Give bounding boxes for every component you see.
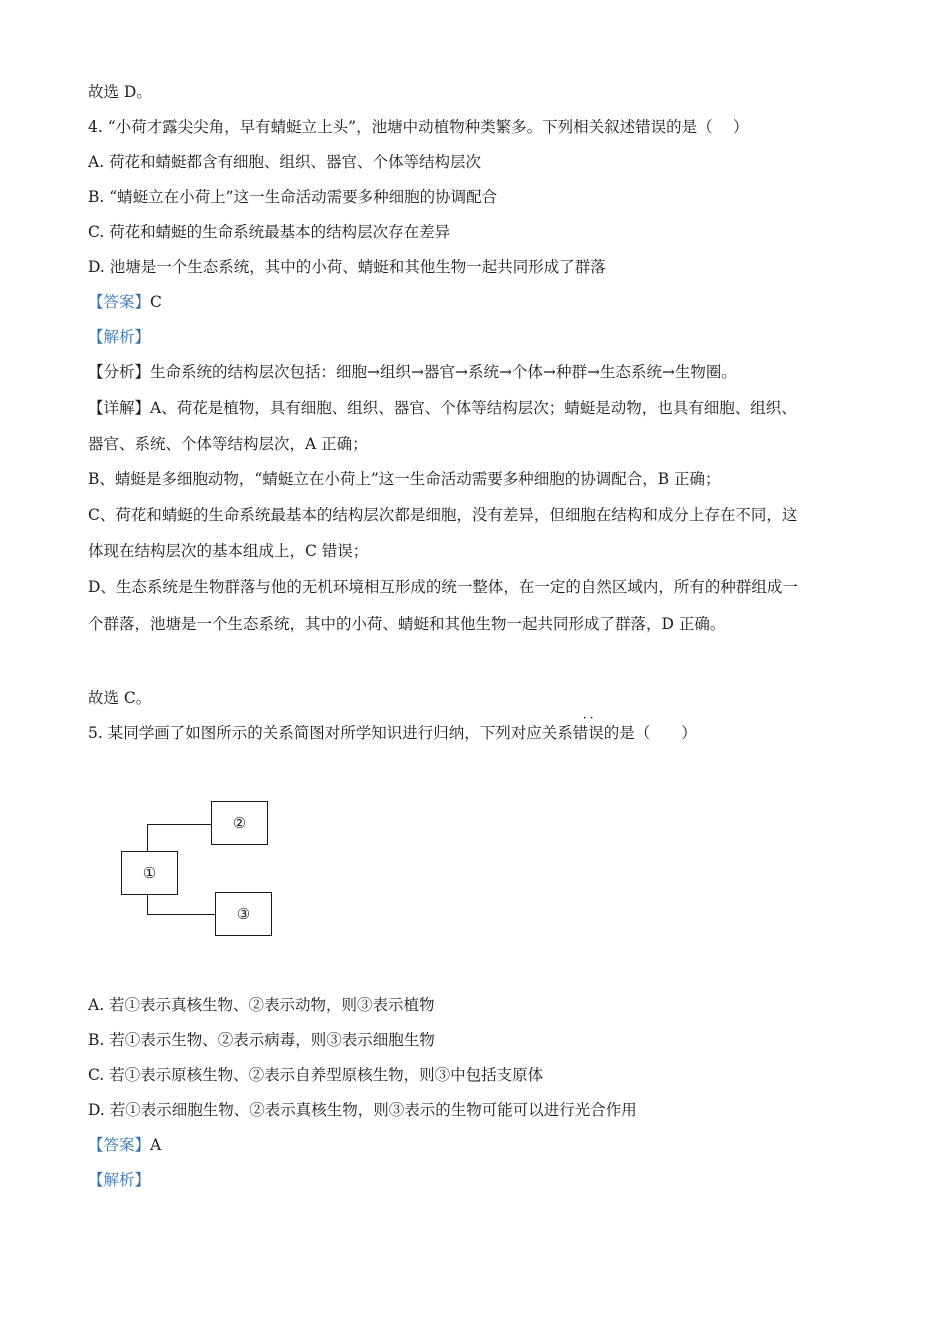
question-5-analysis-heading	[88, 1170, 150, 1190]
diagram-box-1: ①	[121, 851, 178, 895]
question-4-analysis-heading	[88, 327, 150, 347]
question-4-b-explanation: B、蜻蜓是多细胞动物，“蜻蜓立在小荷上”这一生命活动需要多种细胞的协调配合，B 正确；	[88, 470, 721, 488]
question-4-c-explanation-1: C、荷花和蜻蜓的生命系统最基本的结构层次都是细胞，没有差异，但细胞在结构和成分上存在不同，这	[88, 506, 798, 524]
diagram-box-2: ②	[211, 801, 268, 845]
question-4-option-b: B. “蜻蜓立在小荷上”这一生命活动需要多种细胞的协调配合	[88, 188, 498, 206]
question-4-fenxi	[88, 362, 737, 382]
answer-value: C	[150, 293, 162, 311]
q5-stem-emphasis	[572, 711, 604, 743]
question-5-option-b: B. 若①表示生物、②表示病毒，则③表示细胞生物	[88, 1031, 435, 1049]
question-5-option-d: D. 若①表示细胞生物、②表示真核生物，则③表示的生物可能可以进行光合作用	[88, 1101, 637, 1119]
question-4-c-explanation-2: 体现在结构层次的基本组成上，C 错误；	[88, 542, 369, 560]
choose-d-line: 故选 D。	[88, 83, 152, 101]
fenxi-tag: 【分析】	[88, 363, 151, 381]
answer-tag: 【答案】	[88, 293, 151, 311]
xiangjie-tag: 【详解】	[88, 399, 151, 417]
xiangjie-text-1: A、荷花是植物，具有细胞、组织、器官、个体等结构层次；蜻蜓是动物，也具有细胞、组织、	[150, 399, 797, 417]
fenxi-text: 生命系统的结构层次包括：细胞→组织→器官→系统→个体→种群→生态系统→生物圈。	[150, 363, 737, 381]
question-5-stem	[88, 711, 697, 743]
question-4-xiangjie-2: 器官、系统、个体等结构层次，A 正确；	[88, 435, 368, 453]
choose-c-line: 故选 C。	[88, 689, 152, 707]
connector-line-lower-horizontal	[147, 914, 215, 915]
question-4-xiangjie-1	[88, 398, 797, 418]
analysis-tag: 【解析】	[88, 1171, 151, 1189]
q5-stem-pre: 5. 某同学画了如图所示的关系简图对所学知识进行归纳，下列对应关系	[88, 724, 573, 742]
question-4-d-explanation-1: D、生态系统是生物群落与他的无机环境相互形成的统一整体，在一定的自然区域内，所有的种群组成一	[88, 578, 798, 596]
question-4-option-a: A. 荷花和蜻蜓都含有细胞、组织、器官、个体等结构层次	[88, 153, 482, 171]
emphasis-dots-icon: · ·	[582, 711, 594, 726]
answer-value: A	[150, 1136, 162, 1154]
answer-tag: 【答案】	[88, 1136, 151, 1154]
diagram-box-3: ③	[215, 892, 272, 936]
question-4-stem: 4. “小荷才露尖尖角，早有蜻蜓立上头”，池塘中动植物种类繁多。下列相关叙述错误的是（ ）	[88, 118, 749, 136]
question-4-d-explanation-2: 个群落，池塘是一个生态系统，其中的小荷、蜻蜓和其他生物一起共同形成了群落，D 正确。	[88, 615, 726, 633]
q5-emphasis-text: 错误	[572, 724, 604, 742]
relationship-diagram	[118, 798, 278, 938]
question-5-option-a: A. 若①表示真核生物、②表示动物，则③表示植物	[88, 996, 435, 1014]
question-4-option-c: C. 荷花和蜻蜓的生命系统最基本的结构层次存在差异	[88, 223, 451, 241]
question-5-answer	[88, 1135, 161, 1155]
analysis-tag: 【解析】	[88, 328, 151, 346]
question-4-answer	[88, 292, 162, 312]
q5-stem-post: 的是（ ）	[603, 724, 697, 742]
question-4-option-d: D. 池塘是一个生态系统，其中的小荷、蜻蜓和其他生物一起共同形成了群落	[88, 258, 606, 276]
question-5-option-c: C. 若①表示原核生物、②表示自养型原核生物，则③中包括支原体	[88, 1066, 544, 1084]
connector-line-upper-vertical	[147, 824, 148, 851]
connector-line-upper-horizontal	[147, 824, 211, 825]
connector-line-lower-vertical	[147, 894, 148, 914]
